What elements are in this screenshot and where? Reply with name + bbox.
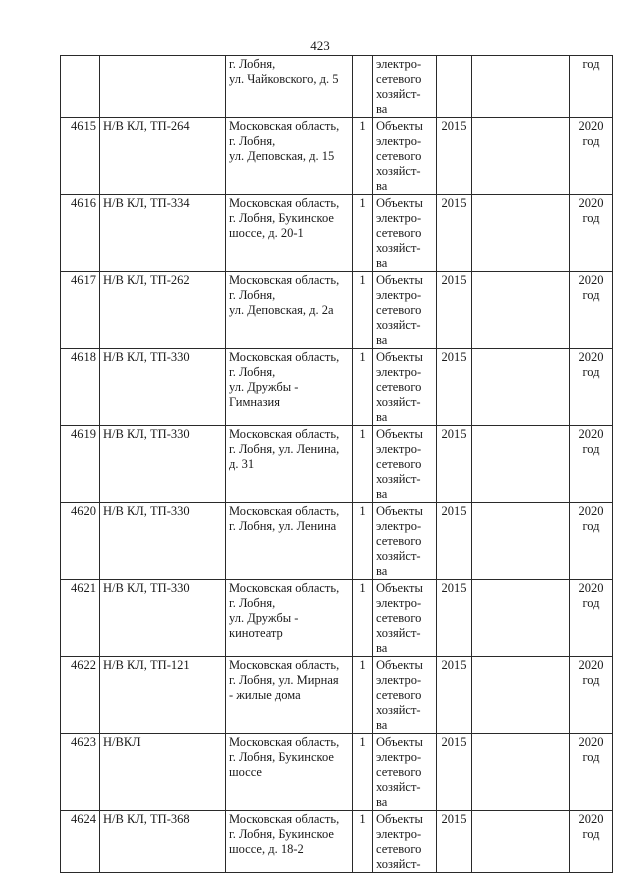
cell-number: 4618	[61, 349, 100, 426]
cell-address: Московская область, г. Лобня, ул. Дружбы - Гимназия	[226, 349, 353, 426]
cell-category: Объекты электро- сетевого хозяйст- ва	[373, 426, 437, 503]
cell-name: Н/В КЛ, ТП-264	[100, 118, 226, 195]
cell-name	[100, 56, 226, 118]
cell-blank	[472, 195, 570, 272]
cell-until: 2020 год	[570, 734, 613, 811]
cell-qty: 1	[353, 503, 373, 580]
cell-blank	[472, 56, 570, 118]
cell-until: 2020 год	[570, 657, 613, 734]
cell-qty: 1	[353, 272, 373, 349]
cell-year: 2015	[437, 811, 472, 873]
cell-until: 2020 год	[570, 426, 613, 503]
page-number: 423	[310, 38, 330, 53]
cell-address: Московская область, г. Лобня, ул. Ленина	[226, 503, 353, 580]
cell-qty: 1	[353, 811, 373, 873]
cell-number: 4619	[61, 426, 100, 503]
table-row	[61, 503, 613, 580]
cell-blank	[472, 657, 570, 734]
cell-address: Московская область, г. Лобня, ул. Ленина, д. 31	[226, 426, 353, 503]
cell-name: Н/В КЛ, ТП-121	[100, 657, 226, 734]
cell-category: Объекты электро- сетевого хозяйст- ва	[373, 195, 437, 272]
cell-year: 2015	[437, 503, 472, 580]
cell-address: г. Лобня, ул. Чайковского, д. 5	[226, 56, 353, 118]
cell-category: Объекты электро- сетевого хозяйст- ва	[373, 657, 437, 734]
cell-year: 2015	[437, 272, 472, 349]
cell-qty: 1	[353, 349, 373, 426]
cell-address: Московская область, г. Лобня, Букинское шоссе, д. 20-1	[226, 195, 353, 272]
cell-address: Московская область, г. Лобня, Букинское шоссе, д. 18-2	[226, 811, 353, 873]
cell-year: 2015	[437, 349, 472, 426]
cell-qty: 1	[353, 734, 373, 811]
cell-year: 2015	[437, 426, 472, 503]
cell-qty: 1	[353, 195, 373, 272]
table-row	[61, 580, 613, 657]
cell-category: Объекты электро- сетевого хозяйст- ва	[373, 272, 437, 349]
cell-number: 4616	[61, 195, 100, 272]
cell-address: Московская область, г. Лобня, ул. Деповская, д. 15	[226, 118, 353, 195]
cell-year: 2015	[437, 118, 472, 195]
table-row	[61, 349, 613, 426]
cell-until: 2020 год	[570, 118, 613, 195]
cell-address: Московская область, г. Лобня, Букинское шоссе	[226, 734, 353, 811]
cell-category: Объекты электро- сетевого хозяйст- ва	[373, 734, 437, 811]
cell-year: 2015	[437, 580, 472, 657]
cell-category: Объекты электро- сетевого хозяйст- ва	[373, 118, 437, 195]
cell-blank	[472, 118, 570, 195]
cell-qty: 1	[353, 426, 373, 503]
cell-number: 4615	[61, 118, 100, 195]
cell-blank	[472, 426, 570, 503]
cell-until: 2020 год	[570, 580, 613, 657]
cell-category: Объекты электро- сетевого хозяйст- ва	[373, 580, 437, 657]
cell-until: 2020 год	[570, 503, 613, 580]
cell-name: Н/В КЛ, ТП-330	[100, 580, 226, 657]
cell-name: Н/В КЛ, ТП-334	[100, 195, 226, 272]
cell-number: 4620	[61, 503, 100, 580]
cell-address: Московская область, г. Лобня, ул. Дружбы - кинотеатр	[226, 580, 353, 657]
cell-blank	[472, 580, 570, 657]
cell-address: Московская область, г. Лобня, ул. Деповская, д. 2а	[226, 272, 353, 349]
cell-number	[61, 56, 100, 118]
cell-category: Объекты электро- сетевого хозяйст- ва	[373, 503, 437, 580]
cell-name: Н/В КЛ, ТП-330	[100, 349, 226, 426]
cell-blank	[472, 349, 570, 426]
cell-year: 2015	[437, 734, 472, 811]
cell-category: Объекты электро- сетевого хозяйст-	[373, 811, 437, 873]
register-table	[60, 55, 613, 873]
table-row	[61, 272, 613, 349]
cell-number: 4622	[61, 657, 100, 734]
cell-blank	[472, 272, 570, 349]
cell-until: 2020 год	[570, 349, 613, 426]
cell-category: Объекты электро- сетевого хозяйст- ва	[373, 349, 437, 426]
table-row	[61, 118, 613, 195]
cell-qty: 1	[353, 118, 373, 195]
table-row	[61, 811, 613, 873]
cell-qty	[353, 56, 373, 118]
table-body	[61, 56, 613, 873]
cell-year: 2015	[437, 657, 472, 734]
cell-until: год	[570, 56, 613, 118]
cell-year: 2015	[437, 195, 472, 272]
cell-number: 4624	[61, 811, 100, 873]
cell-blank	[472, 734, 570, 811]
cell-name: Н/ВКЛ	[100, 734, 226, 811]
cell-number: 4623	[61, 734, 100, 811]
cell-until: 2020 год	[570, 195, 613, 272]
cell-until: 2020 год	[570, 811, 613, 873]
cell-address: Московская область, г. Лобня, ул. Мирная - жилые дома	[226, 657, 353, 734]
table-row-continuation	[61, 56, 613, 118]
table-row	[61, 657, 613, 734]
cell-name: Н/В КЛ, ТП-330	[100, 426, 226, 503]
cell-until: 2020 год	[570, 272, 613, 349]
table-row	[61, 426, 613, 503]
cell-year	[437, 56, 472, 118]
cell-blank	[472, 811, 570, 873]
cell-category: электро- сетевого хозяйст- ва	[373, 56, 437, 118]
table-row	[61, 195, 613, 272]
cell-qty: 1	[353, 657, 373, 734]
cell-name: Н/В КЛ, ТП-262	[100, 272, 226, 349]
table-row	[61, 734, 613, 811]
cell-number: 4617	[61, 272, 100, 349]
cell-name: Н/В КЛ, ТП-368	[100, 811, 226, 873]
cell-qty: 1	[353, 580, 373, 657]
cell-blank	[472, 503, 570, 580]
cell-name: Н/В КЛ, ТП-330	[100, 503, 226, 580]
cell-number: 4621	[61, 580, 100, 657]
